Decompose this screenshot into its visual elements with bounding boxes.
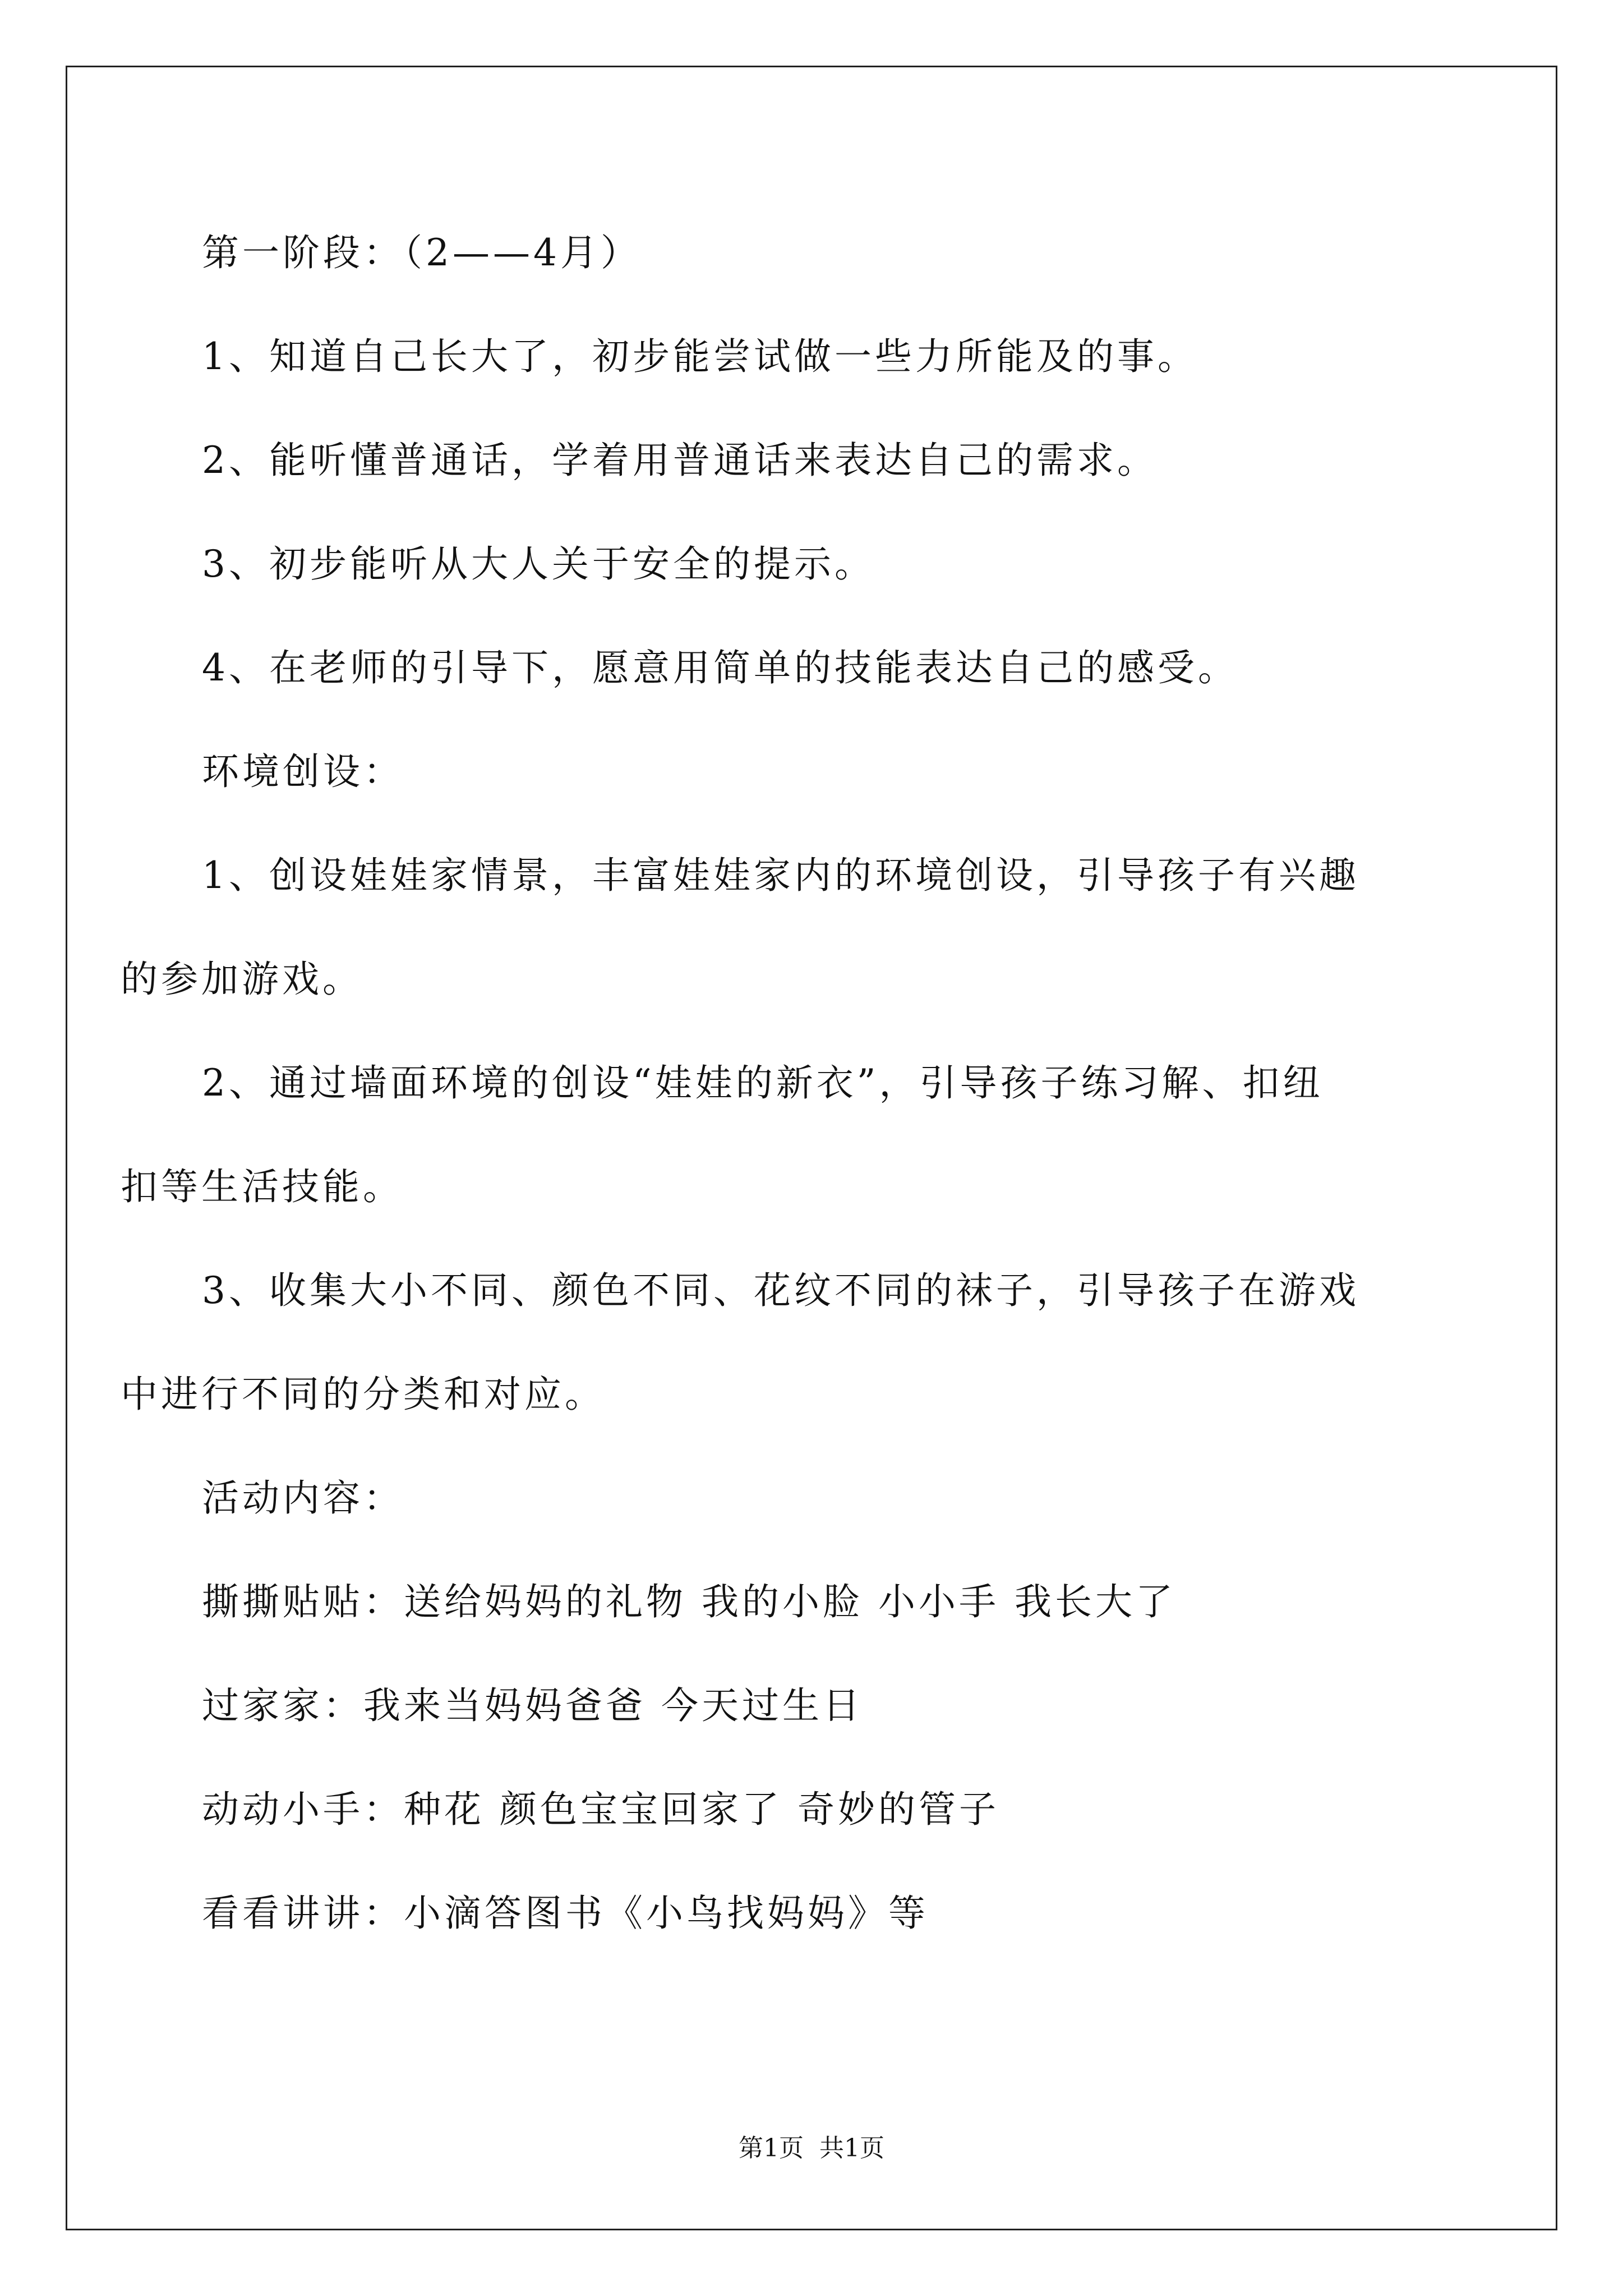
activity-item-1: 撕撕贴贴：送给妈妈的礼物 我的小脸 小小手 我长大了 bbox=[202, 1580, 1176, 1623]
activity-heading: 活动内容： bbox=[202, 1476, 404, 1520]
stage-heading: 第一阶段：（2——4月） bbox=[202, 231, 641, 274]
environment-item-2-cont: 扣等生活技能。 bbox=[121, 1165, 403, 1208]
goal-item-4: 4、在老师的引导下，愿意用简单的技能表达自己的感受。 bbox=[202, 646, 1238, 689]
activity-item-4: 看看讲讲：小滴答图书《小鸟找妈妈》等 bbox=[202, 1892, 929, 1935]
goal-item-3: 3、初步能听从大人关于安全的提示。 bbox=[202, 542, 875, 586]
page-number: 第1页 bbox=[739, 2134, 804, 2162]
environment-item-2: 2、通过墙面环境的创设“娃娃的新衣”，引导孩子练习解、扣纽 bbox=[202, 1061, 1324, 1105]
environment-item-3-cont: 中进行不同的分类和对应。 bbox=[121, 1373, 605, 1416]
environment-item-1: 1、创设娃娃家情景，丰富娃娃家内的环境创设，引导孩子有兴趣 bbox=[202, 854, 1359, 897]
goal-item-2: 2、能听懂普通话，学着用普通话来表达自己的需求。 bbox=[202, 439, 1158, 482]
goal-item-1: 1、知道自己长大了，初步能尝试做一些力所能及的事。 bbox=[202, 335, 1198, 378]
page-total: 共1页 bbox=[819, 2134, 884, 2162]
activity-item-2: 过家家：我来当妈妈爸爸 今天过生日 bbox=[202, 1684, 863, 1727]
page-footer bbox=[0, 2136, 1623, 2161]
environment-item-1-cont: 的参加游戏。 bbox=[121, 958, 363, 1001]
environment-heading: 环境创设： bbox=[202, 750, 404, 793]
environment-item-3: 3、收集大小不同、颜色不同、花纹不同的袜子，引导孩子在游戏 bbox=[202, 1269, 1359, 1312]
activity-item-3: 动动小手：种花 颜色宝宝回家了 奇妙的管子 bbox=[202, 1788, 999, 1831]
